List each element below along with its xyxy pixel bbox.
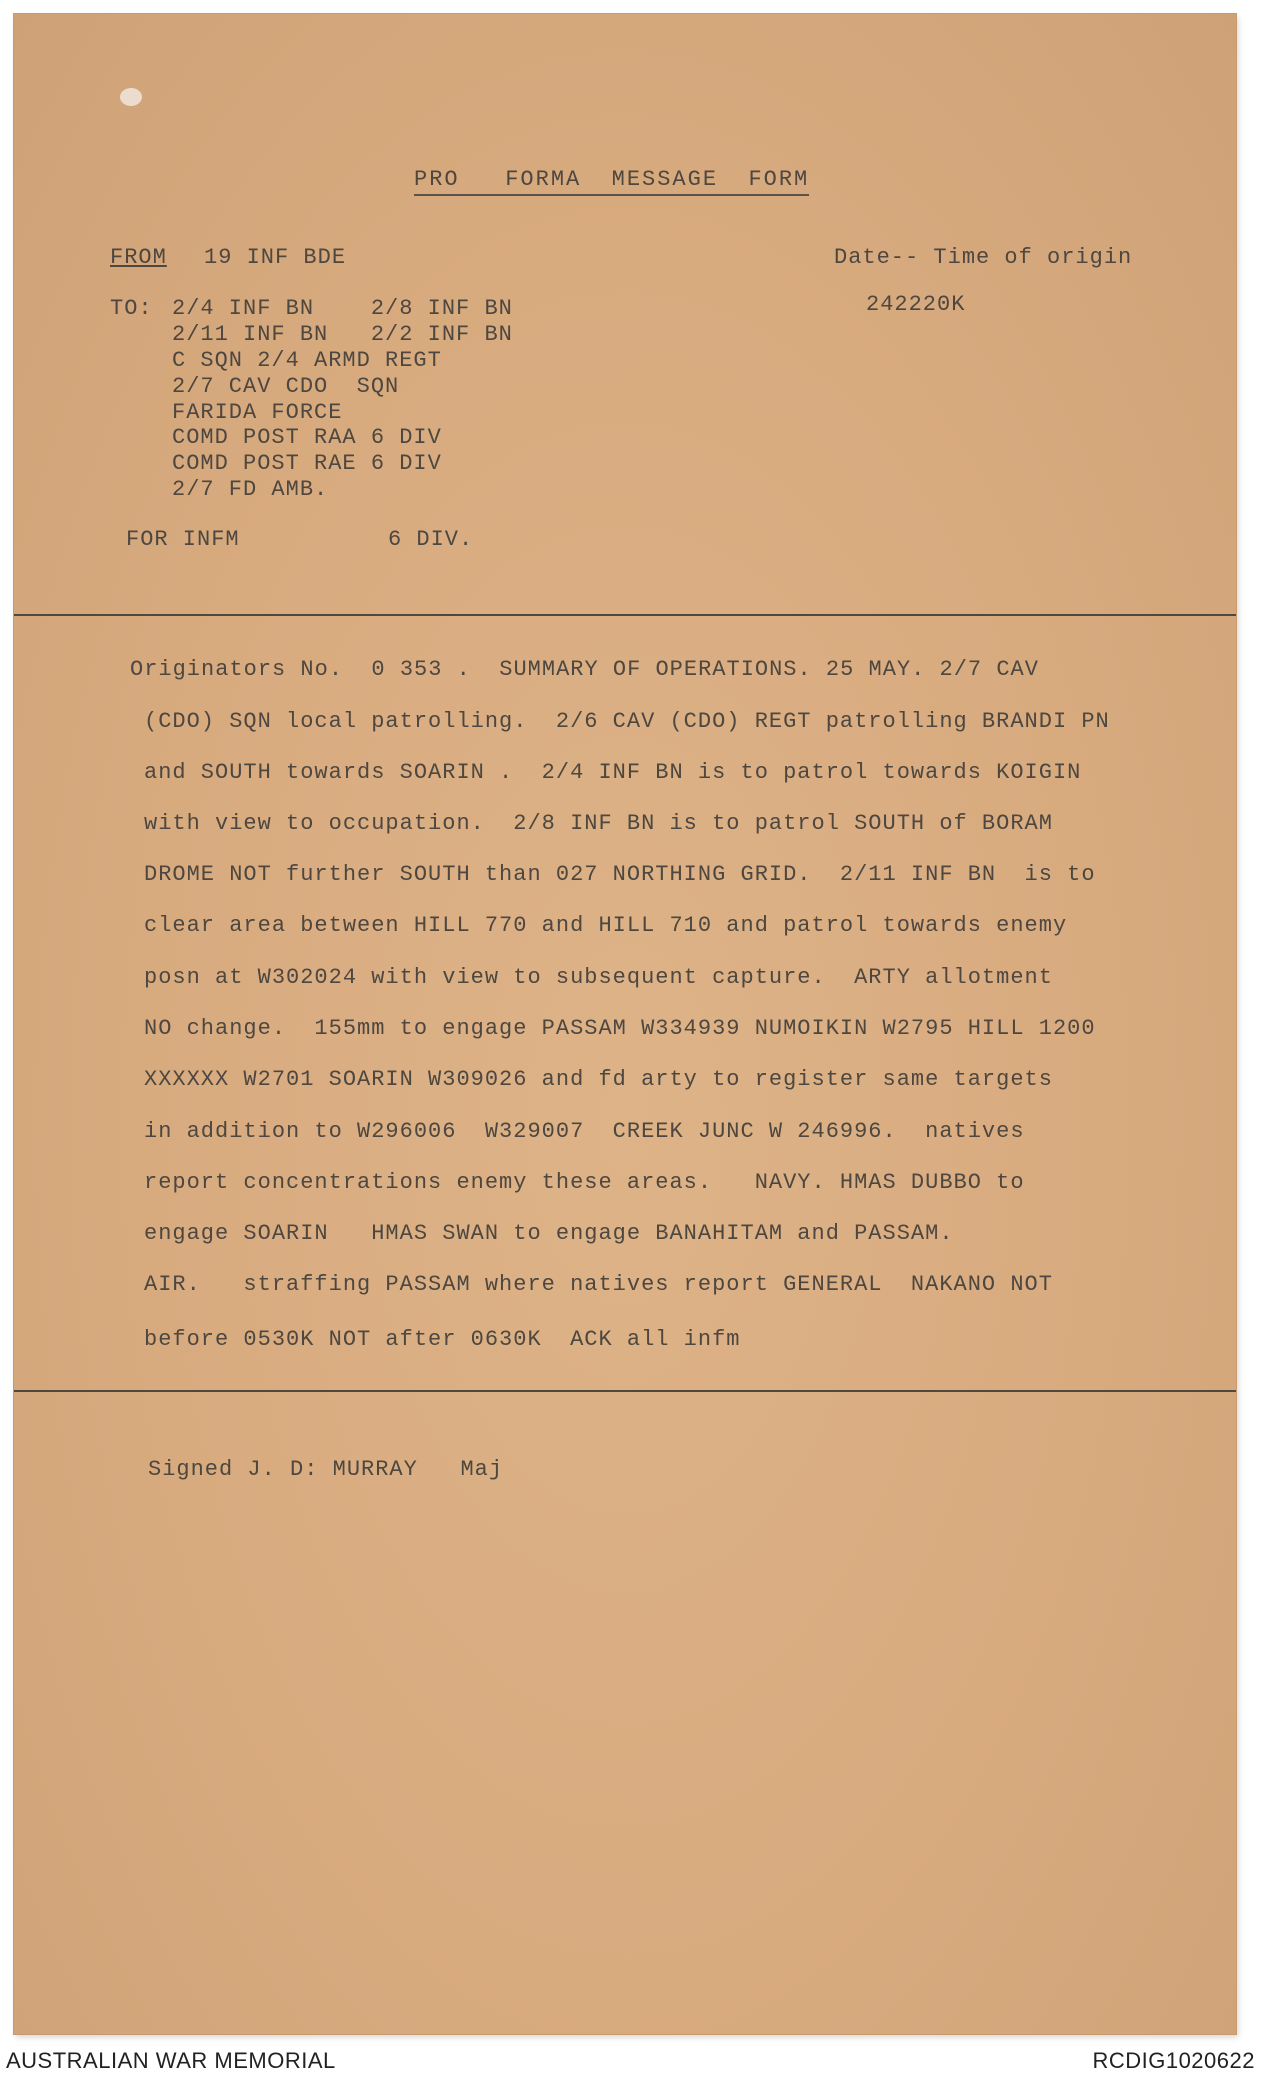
message-line: (CDO) SQN local patrolling. 2/6 CAV (CDO) REGT patrolling BRANDI PN bbox=[144, 709, 1110, 734]
from-label: FROM bbox=[110, 245, 167, 270]
addressee-line: 2/7 FD AMB. bbox=[172, 477, 329, 502]
message-line: AIR. straffing PASSAM where natives report GENERAL NAKANO NOT bbox=[144, 1272, 1053, 1297]
for-infm-value: 6 DIV. bbox=[388, 527, 474, 552]
from-value: 19 INF BDE bbox=[204, 245, 347, 270]
message-line: NO change. 155mm to engage PASSAM W334939 NUMOIKIN W2795 HILL 1200 bbox=[144, 1016, 1096, 1041]
punch-hole bbox=[120, 88, 142, 106]
message-line: engage SOARIN HMAS SWAN to engage BANAHITAM and PASSAM. bbox=[144, 1221, 954, 1246]
message-line: before 0530K NOT after 0630K ACK all infm bbox=[144, 1327, 741, 1352]
message-line: report concentrations enemy these areas. NAVY. HMAS DUBBO to bbox=[144, 1170, 1025, 1195]
form-title: PRO FORMA MESSAGE FORM bbox=[414, 169, 809, 196]
addressee-line: 2/4 INF BN 2/8 INF BN bbox=[172, 296, 513, 321]
archive-credit: AUSTRALIAN WAR MEMORIAL bbox=[6, 2048, 336, 2073]
message-line: DROME NOT further SOUTH than 027 NORTHING GRID. 2/11 INF BN is to bbox=[144, 862, 1096, 887]
archive-reference: RCDIG1020622 bbox=[1092, 2048, 1255, 2073]
addressee-line: FARIDA FORCE bbox=[172, 400, 343, 425]
addressee-line: 2/7 CAV CDO SQN bbox=[172, 374, 400, 399]
addressee-line: 2/11 INF BN 2/2 INF BN bbox=[172, 322, 513, 347]
to-label: TO: bbox=[110, 296, 153, 321]
message-line: and SOUTH towards SOARIN . 2/4 INF BN is to patrol towards KOIGIN bbox=[144, 760, 1082, 785]
message-line: in addition to W296006 W329007 CREEK JUNC W 246996. natives bbox=[144, 1119, 1025, 1144]
divider-bottom bbox=[14, 1390, 1236, 1392]
date-time-value: 242220K bbox=[866, 292, 966, 317]
message-form-sheet bbox=[14, 14, 1236, 2034]
message-line: posn at W302024 with view to subsequent capture. ARTY allotment bbox=[144, 965, 1053, 990]
divider-top bbox=[14, 614, 1236, 616]
message-line: XXXXXX W2701 SOARIN W309026 and fd arty to register same targets bbox=[144, 1067, 1053, 1092]
addressee-line: COMD POST RAA 6 DIV bbox=[172, 425, 442, 450]
addressee-line: C SQN 2/4 ARMD REGT bbox=[172, 348, 442, 373]
message-line: Originators No. 0 353 . SUMMARY OF OPERATIONS. 25 MAY. 2/7 CAV bbox=[130, 657, 1039, 682]
message-line: with view to occupation. 2/8 INF BN is to patrol SOUTH of BORAM bbox=[144, 811, 1053, 836]
addressee-line: COMD POST RAE 6 DIV bbox=[172, 451, 442, 476]
for-infm-label: FOR INFM bbox=[126, 527, 240, 552]
message-line: clear area between HILL 770 and HILL 710 and patrol towards enemy bbox=[144, 913, 1068, 938]
signature-line: Signed J. D: MURRAY Maj bbox=[148, 1457, 504, 1482]
date-time-label: Date-- Time of origin bbox=[834, 245, 1133, 270]
